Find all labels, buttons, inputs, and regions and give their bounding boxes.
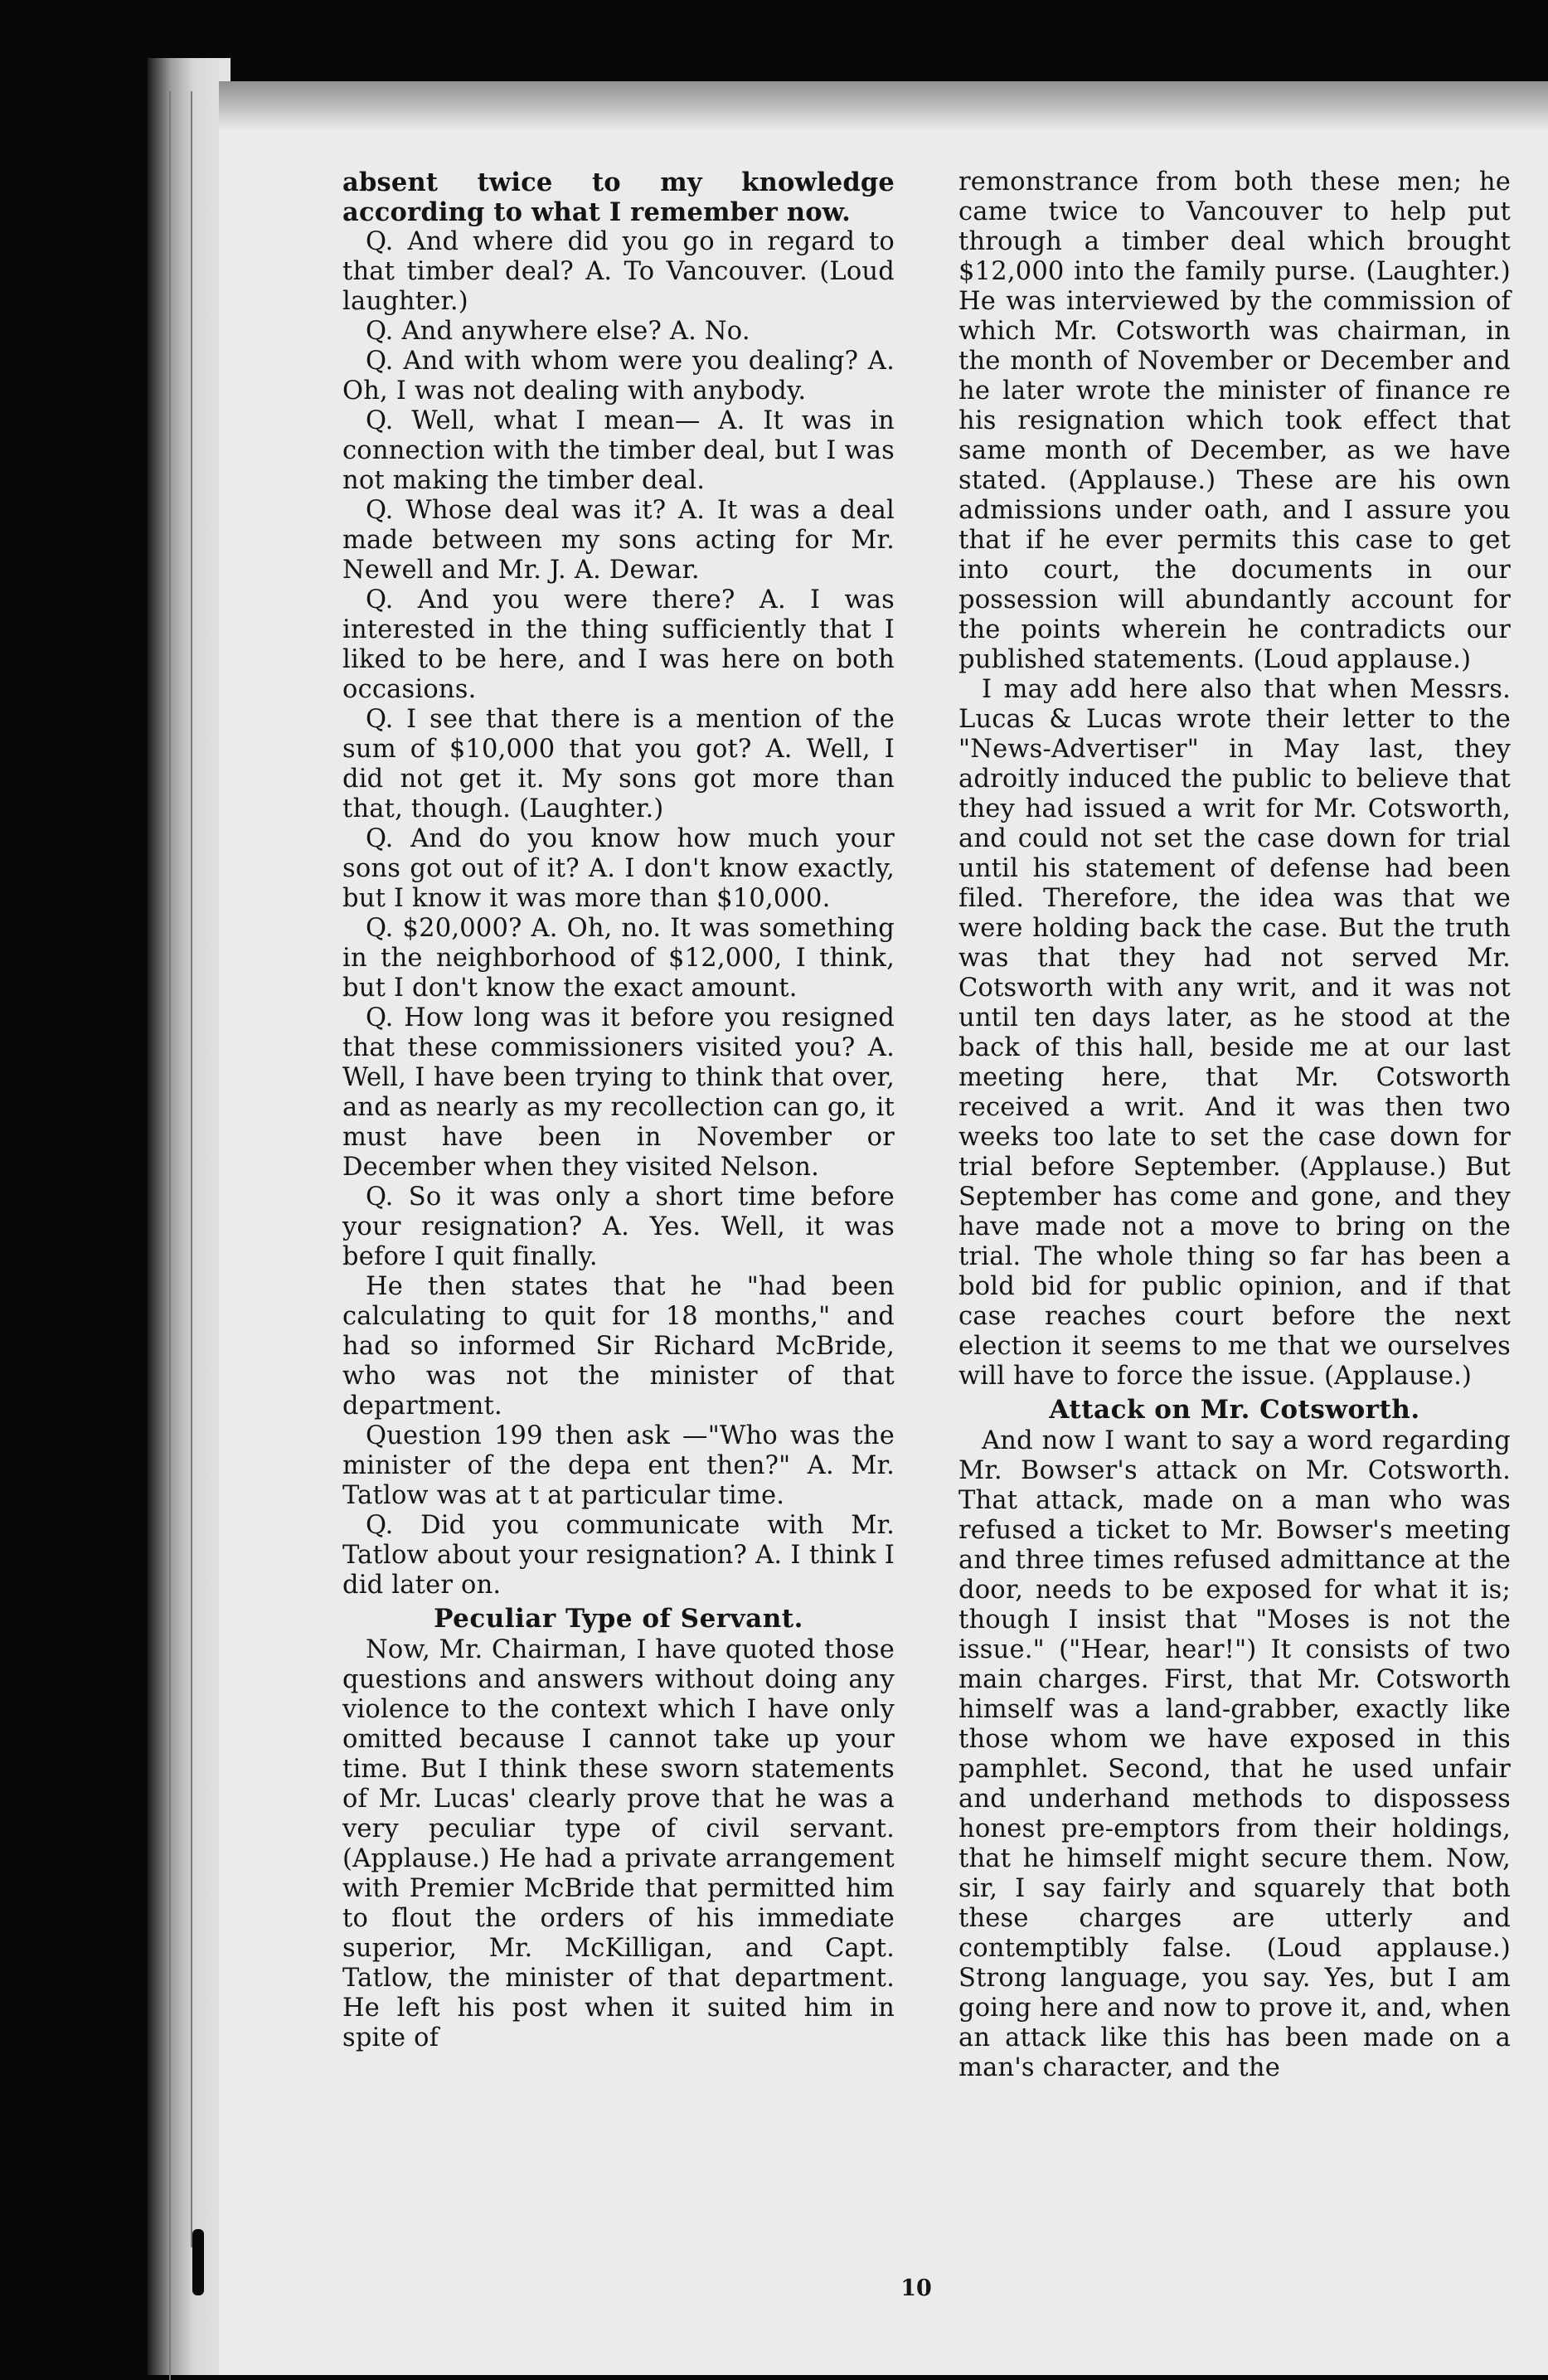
paragraph: Q. So it was only a short time before your resignation? A. Yes. Well, it was before I quit finally.: [342, 1183, 895, 1271]
paragraph: Q. And where did you go in regard to that timber deal? A. To Vancouver. (Loud laughter.): [342, 227, 895, 316]
paragraph: absent twice to my knowledge according to what I remember now.: [342, 168, 895, 227]
left-column: [342, 168, 895, 2053]
section-heading: Peculiar Type of Servant.: [434, 1604, 803, 1634]
page-number: 10: [900, 2276, 932, 2301]
paragraph: Q. And you were there? A. I was interested in the thing sufficiently that I liked to be here, and I was here on both occasions.: [342, 585, 895, 704]
paragraph: Q. $20,000? A. Oh, no. It was something in the neighborhood of $12,000, I think, but I don't know the exact amount.: [342, 914, 895, 1003]
paragraph: Q. And anywhere else? A. No.: [366, 317, 750, 346]
page-binding-edge: [148, 58, 231, 2375]
clip-mark: [192, 2229, 204, 2295]
paragraph: He then states that he "had been calculating to quit for 18 months," and had so informed Sir Richard McBride, who was not the minister of that department.: [342, 1272, 895, 1421]
right-column: [958, 168, 1511, 2083]
paragraph: Now, Mr. Chairman, I have quoted those questions and answers without doing any violence to the context which I have only omitted because I cannot take up your time. But I think these sworn statements of Mr. Lucas' clearly prove that he was a very peculiar type of civil servant. (Applause.) He had a private arrangement with Premier McBride that permitted him to flout the orders of his immediate superior, Mr. McKilligan, and Capt. Tatlow, the minister of that department. He left his post when it suited him in spite of: [342, 1635, 895, 2052]
paragraph: Q. Did you communicate with Mr. Tatlow about your resignation? A. I think I did later on.: [342, 1511, 895, 1600]
paragraph: Q. And do you know how much your sons got out of it? A. I don't know exactly, but I know it was more than $10,000.: [342, 824, 895, 913]
paragraph: And now I want to say a word regarding Mr. Bowser's attack on Mr. Cotsworth. That attack, made on a man who was refused a ticket to Mr. Bowser's meeting and three times refused admittance at the door, needs to be exposed for what it is; though I insist that "Moses is not the issue." ("Hear, hear!") It consists of two main charges. First, that Mr. Cotsworth himself was a land-grabber, exactly like those whom we have exposed in this pamphlet. Second, that he used unfair and underhand methods to dispossess honest pre-emptors from their holdings, that he himself might secure them. Now, sir, I say fairly and squarely that both these charges are utterly and contemptibly false. (Loud applause.) Strong language, you say. Yes, but I am going here and now to prove it, and, when an attack like this has been made on a man's character, and the: [958, 1426, 1511, 2082]
paragraph: Q. Whose deal was it? A. It was a deal made between my sons acting for Mr. Newell and Mr. J. A. Dewar.: [342, 496, 895, 585]
paragraph: Q. I see that there is a mention of the sum of $10,000 that you got? A. Well, I did not get it. My sons got more than that, though. (Laughter.): [342, 705, 895, 823]
paragraph: Q. And with whom were you dealing? A. Oh, I was not dealing with anybody.: [342, 347, 895, 406]
paragraph: Q. Well, what I mean— A. It was in connection with the timber deal, but I was not making the timber deal.: [342, 406, 895, 495]
paragraph: Q. How long was it before you resigned that these commissioners visited you? A. Well, I have been trying to think that over, and as nearly as my recollection can go, it must have been in November or December when they visited Nelson.: [342, 1003, 895, 1182]
paragraph: I may add here also that when Messrs. Lucas & Lucas wrote their letter to the "News-Advertiser" in May last, they adroitly induced the public to believe that they had issued a writ for Mr. Cotsworth, and could not set the case down for trial until his statement of defense had been filed. Therefore, the idea was that we were holding back the case. But the truth was that they had not served Mr. Cotsworth with any writ, and it was not until ten days later, as he stood at the back of this hall, beside me at our last meeting here, that Mr. Cotsworth received a writ. And it was then two weeks too late to set the case down for trial before September. (Applause.) But September has come and gone, and they have made not a move to bring on the trial. The whole thing so far has been a bold bid for public opinion, and if that case reaches court before the next election it seems to me that we ourselves will have to force the issue. (Applause.): [958, 675, 1511, 1391]
binding-line: [169, 91, 171, 2380]
page-top-shadow: [219, 81, 1548, 131]
binding-line: [191, 91, 192, 2247]
paragraph: remonstrance from both these men; he came twice to Vancouver to help put through a timber deal which brought $12,000 into the family purse. (Laughter.) He was interviewed by the commission of which Mr. Cotsworth was chairman, in the month of November or December and he later wrote the minister of finance re his resignation which took effect that same month of December, as we have stated. (Applause.) These are his own admissions under oath, and I assure you that if he ever permits this case to get into court, the documents in our possession will abundantly account for the points wherein he contradicts our published statements. (Loud applause.): [958, 168, 1511, 674]
paragraph: Question 199 then ask —"Who was the minister of the depa ent then?" A. Mr. Tatlow was at t at particular time.: [342, 1421, 895, 1510]
section-heading: Attack on Mr. Cotsworth.: [1049, 1395, 1420, 1425]
